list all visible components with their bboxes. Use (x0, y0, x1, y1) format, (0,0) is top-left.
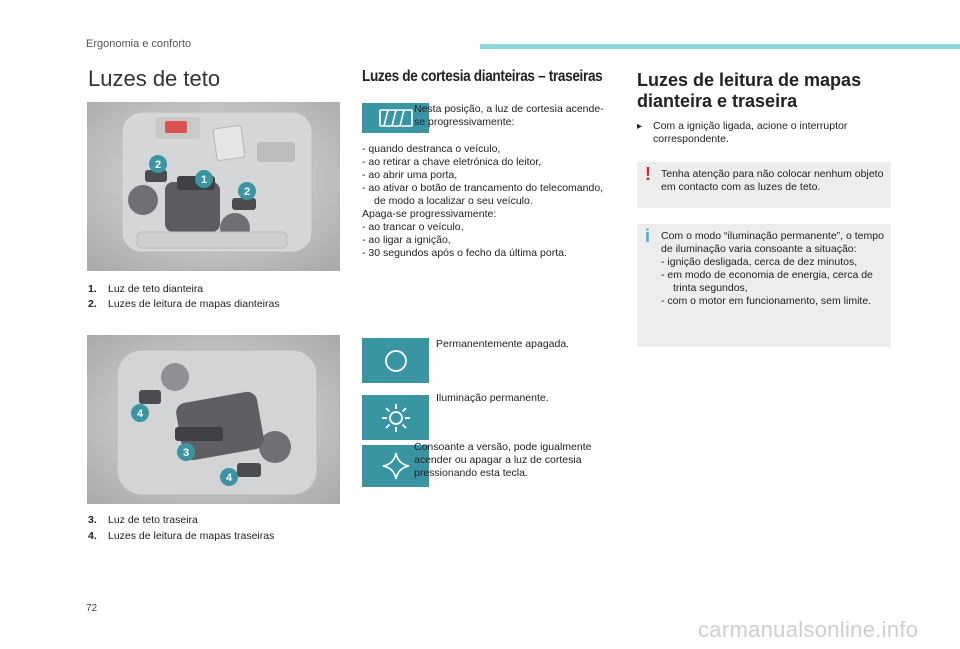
on-text: Iluminação permanente. (436, 392, 549, 404)
instruction: ▸ Com a ignição ligada, acione o interruptor correspondente. (637, 120, 848, 145)
caption-4: 4. Luzes de leitura de mapas traseiras (88, 530, 275, 542)
list-item: - 30 segundos após o fecho da última porta. (362, 247, 567, 259)
rear-ceiling-photo (87, 335, 340, 504)
reading-lights-title: Luzes de leitura de mapas dianteira e traseira (637, 70, 862, 111)
warning-text: Tenha atenção para não colocar nenhum objeto em contacto com as luzes de teto. (661, 168, 884, 193)
list-item: - quando destranca o veículo, (362, 143, 501, 155)
front-ceiling-photo (87, 102, 340, 271)
header-bar (480, 44, 960, 49)
caption-1: 1. Luz de teto dianteira (88, 283, 204, 295)
photo-label: 3 (182, 447, 190, 459)
page-title: Luzes de teto (88, 66, 221, 91)
photo-label: 4 (136, 408, 144, 420)
list-item: - ao retirar a chave eletrónica do leitor, (362, 156, 542, 168)
list-item: - ao abrir uma porta, (362, 169, 458, 181)
light-on-icon (362, 395, 429, 440)
photo-label: 2 (154, 159, 162, 171)
photo-label: 2 (243, 186, 251, 198)
watermark: carmanualsonline.info (698, 617, 919, 642)
light-off-icon (362, 338, 429, 383)
page-number: 72 (86, 603, 98, 614)
section-header: Ergonomia e conforto (86, 38, 192, 50)
list-item: - ao ligar a ignição, (362, 234, 451, 246)
list-item: - ao trancar o veículo, (362, 221, 464, 233)
info-icon: i (645, 226, 651, 246)
info-box (637, 224, 891, 347)
photo-label: 4 (225, 472, 233, 484)
list-item: - com o motor em funcionamento, sem limite. (661, 295, 872, 307)
exclamation-icon: ! (645, 164, 651, 184)
caption-2: 2. Luzes de leitura de mapas dianteiras (88, 298, 280, 310)
cortesia-title: Luzes de cortesia dianteiras – traseiras (362, 68, 603, 85)
arrow-bullet-icon: ▸ (637, 121, 643, 132)
list-item: - ignição desligada, cerca de dez minutos, (661, 256, 858, 268)
photo-label: 1 (200, 174, 208, 186)
list-item: - ao ativar o botão de trancamento do telecomando, de modo a localizar o seu veículo. (362, 182, 604, 207)
apaga-text: Apaga-se progressivamente: (362, 208, 497, 220)
warning-box (637, 162, 891, 208)
list-item: - em modo de economia de energia, cerca de trinta segundos, (661, 269, 873, 294)
door-text: Consoante a versão, pode igualmente acender ou apagar a luz de cortesia pressionando esta tecla. (414, 441, 592, 479)
cortesia-text: Nesta posição, a luz de cortesia acende-se progressivamente: (414, 103, 604, 128)
off-text: Permanentemente apagada. (436, 338, 570, 350)
info-intro: Com o modo “iluminação permanente”, o tempo de iluminação varia consoante a situação: (661, 230, 884, 255)
caption-3: 3. Luz de teto traseira (88, 514, 198, 526)
cortesia-list (362, 143, 612, 260)
